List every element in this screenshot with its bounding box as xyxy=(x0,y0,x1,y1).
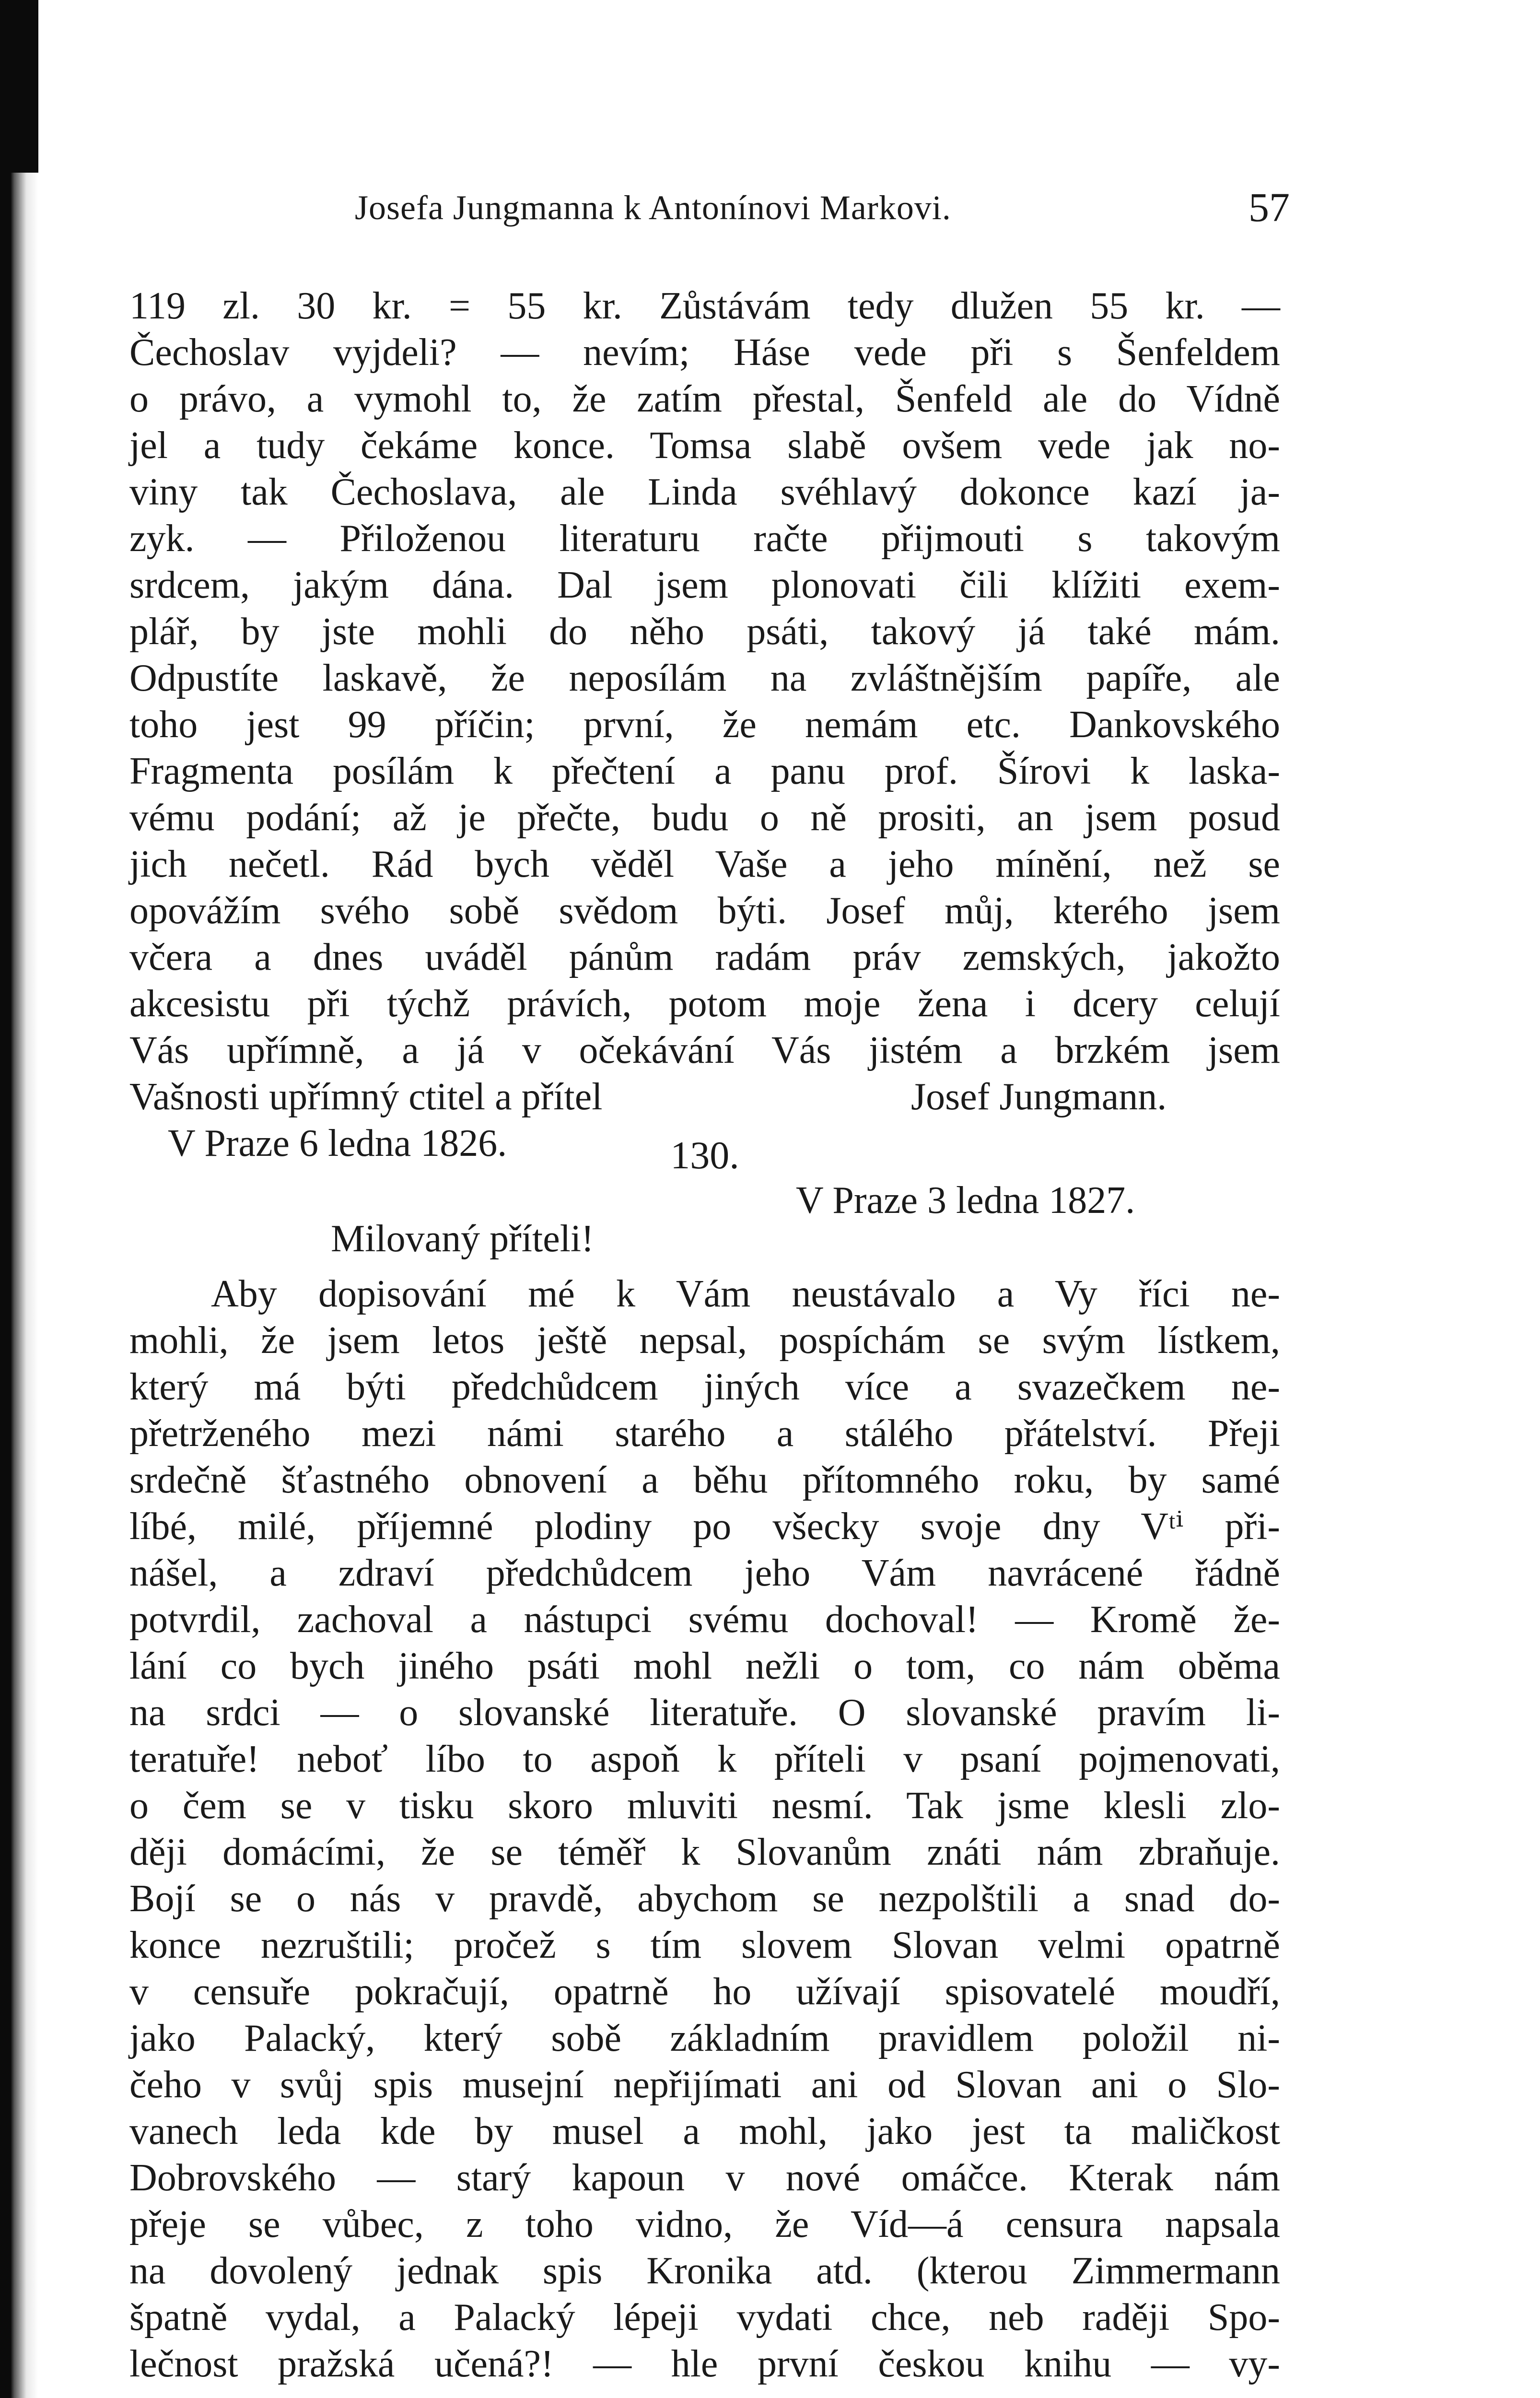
text-line: Čechoslav vyjdeli? — nevím; Háse vede při s Šenfeldem xyxy=(129,331,1280,374)
text-line: teratuře! neboť líbo to aspoň k příteli v psaní pojmenovati, xyxy=(129,1738,1280,1780)
text-line: akcesistu při týchž právích, potom moje žena i dcery celují xyxy=(129,983,1280,1025)
text-line: přetrženého mezi námi starého a stálého přátelství. Přeji xyxy=(129,1412,1280,1455)
text-line: na srdci — o slovanské literatuře. O slovanské pravím li- xyxy=(129,1692,1280,1734)
closing-formula: Vašnosti upřímný ctitel a přítel xyxy=(129,1076,603,1118)
salutation: Milovaný příteli! xyxy=(331,1218,594,1260)
text-line: mohli, že jsem letos ještě nepsal, pospíchám se svým lístkem, xyxy=(129,1319,1280,1362)
text-line: vému podání; až je přečte, budu o ně prositi, an jsem posud xyxy=(129,797,1280,839)
text-line: Aby dopisování mé k Vám neustávalo a Vy říci ne- xyxy=(211,1273,1280,1315)
text-line: lečnost pražská učená?! — hle první českou knihu — vy- xyxy=(129,2343,1280,2385)
closing-line xyxy=(129,1074,1280,1120)
running-head xyxy=(129,183,1290,236)
text-line: toho jest 99 příčin; první, že nemám etc. Dankovského xyxy=(129,704,1280,746)
text-line: srdečně šťastného obnovení a běhu přítomného roku, by samé xyxy=(129,1459,1280,1501)
text-line: ději domácími, že se téměř k Slovanům znáti nám zbraňuje. xyxy=(129,1831,1280,1873)
letter-number: 130. xyxy=(670,1133,739,1177)
text-line: čeho v svůj spis musejní nepřijímati ani od Slovan ani o Slo- xyxy=(129,2064,1280,2106)
letter-dateline: V Praze 3 ledna 1827. xyxy=(796,1179,1135,1222)
text-line: vanech leda kde by musel a mohl, jako jest ta maličkost xyxy=(129,2110,1280,2152)
running-title: Josefa Jungmanna k Antonínovi Markovi. xyxy=(355,188,951,227)
text-line: líbé, milé, příjemné plodiny po všecky svoje dny Vᵗⁱ při- xyxy=(129,1505,1280,1548)
text-line: o právo, a vymohl to, že zatím přestal, Šenfeld ale do Vídně xyxy=(129,378,1280,420)
scan-page-edge-top xyxy=(0,0,38,173)
text-line: nášel, a zdraví předchůdcem jeho Vám navrácené řádně xyxy=(129,1552,1280,1594)
page-number: 57 xyxy=(1248,184,1290,230)
text-line: Dobrovského — starý kapoun v nové omáčce. Kterak nám xyxy=(129,2157,1280,2199)
text-line: Fragmenta posílám k přečtení a panu prof. Šírovi k laska- xyxy=(129,750,1280,792)
scan-page-edge xyxy=(0,0,38,2398)
text-line: viny tak Čechoslava, ale Linda svéhlavý dokonce kazí ja- xyxy=(129,471,1280,513)
text-line: Odpustíte laskavě, že neposílám na zvláštnějším papíře, ale xyxy=(129,657,1280,699)
text-line: zyk. — Přiloženou literaturu račte přijmouti s takovým xyxy=(129,517,1280,560)
text-line: 119 zl. 30 kr. = 55 kr. Zůstávám tedy dlužen 55 kr. — xyxy=(129,285,1280,327)
signature: Josef Jungmann. xyxy=(911,1076,1167,1118)
text-line: opovážím svého sobě svědom býti. Josef můj, kterého jsem xyxy=(129,890,1280,932)
text-line: v censuře pokračují, opatrně ho užívají spisovatelé moudří, xyxy=(129,1971,1280,2013)
text-line: který má býti předchůdcem jiných více a svazečkem ne- xyxy=(129,1366,1280,1408)
text-line: špatně vydal, a Palacký lépeji vydati chce, neb raději Spo- xyxy=(129,2296,1280,2339)
text-line: Vás upřímně, a já v očekávání Vás jistém a brzkém jsem xyxy=(129,1029,1280,1071)
letter-129-continuation xyxy=(129,283,1280,1167)
text-line: konce nezruštili; pročež s tím slovem Slovan velmi opatrně xyxy=(129,1924,1280,1966)
text-line: potvrdil, zachoval a nástupci svému dochoval! — Kromě že- xyxy=(129,1599,1280,1641)
text-line: včera a dnes uváděl pánům radám práv zemských, jakožto xyxy=(129,936,1280,978)
letter-130-body xyxy=(129,1271,1280,2387)
page-body xyxy=(129,283,1280,2385)
text-line: srdcem, jakým dána. Dal jsem plonovati čili klížiti exem- xyxy=(129,564,1280,606)
text-line: jako Palacký, který sobě základním pravidlem položil ni- xyxy=(129,2017,1280,2059)
text-line: plář, by jste mohli do něho psáti, takový já také mám. xyxy=(129,611,1280,653)
letter-date: V Praze 6 ledna 1826. xyxy=(168,1122,507,1164)
text-line: o čem se v tisku skoro mluviti nesmí. Tak jsme klesli zlo- xyxy=(129,1785,1280,1827)
text-line: jel a tudy čekáme konce. Tomsa slabě ovšem vede jak no- xyxy=(129,424,1280,467)
text-line: Bojí se o nás v pravdě, abychom se nezpolštili a snad do- xyxy=(129,1878,1280,1920)
text-line: přeje se vůbec, z toho vidno, že Víd—á censura napsala xyxy=(129,2203,1280,2245)
text-line: lání co bych jiného psáti mohl nežli o tom, co nám oběma xyxy=(129,1645,1280,1687)
text-line: na dovolený jednak spis Kronika atd. (kterou Zimmermann xyxy=(129,2250,1280,2292)
text-line: jich nečetl. Rád bych věděl Vaše a jeho mínění, než se xyxy=(129,843,1280,885)
